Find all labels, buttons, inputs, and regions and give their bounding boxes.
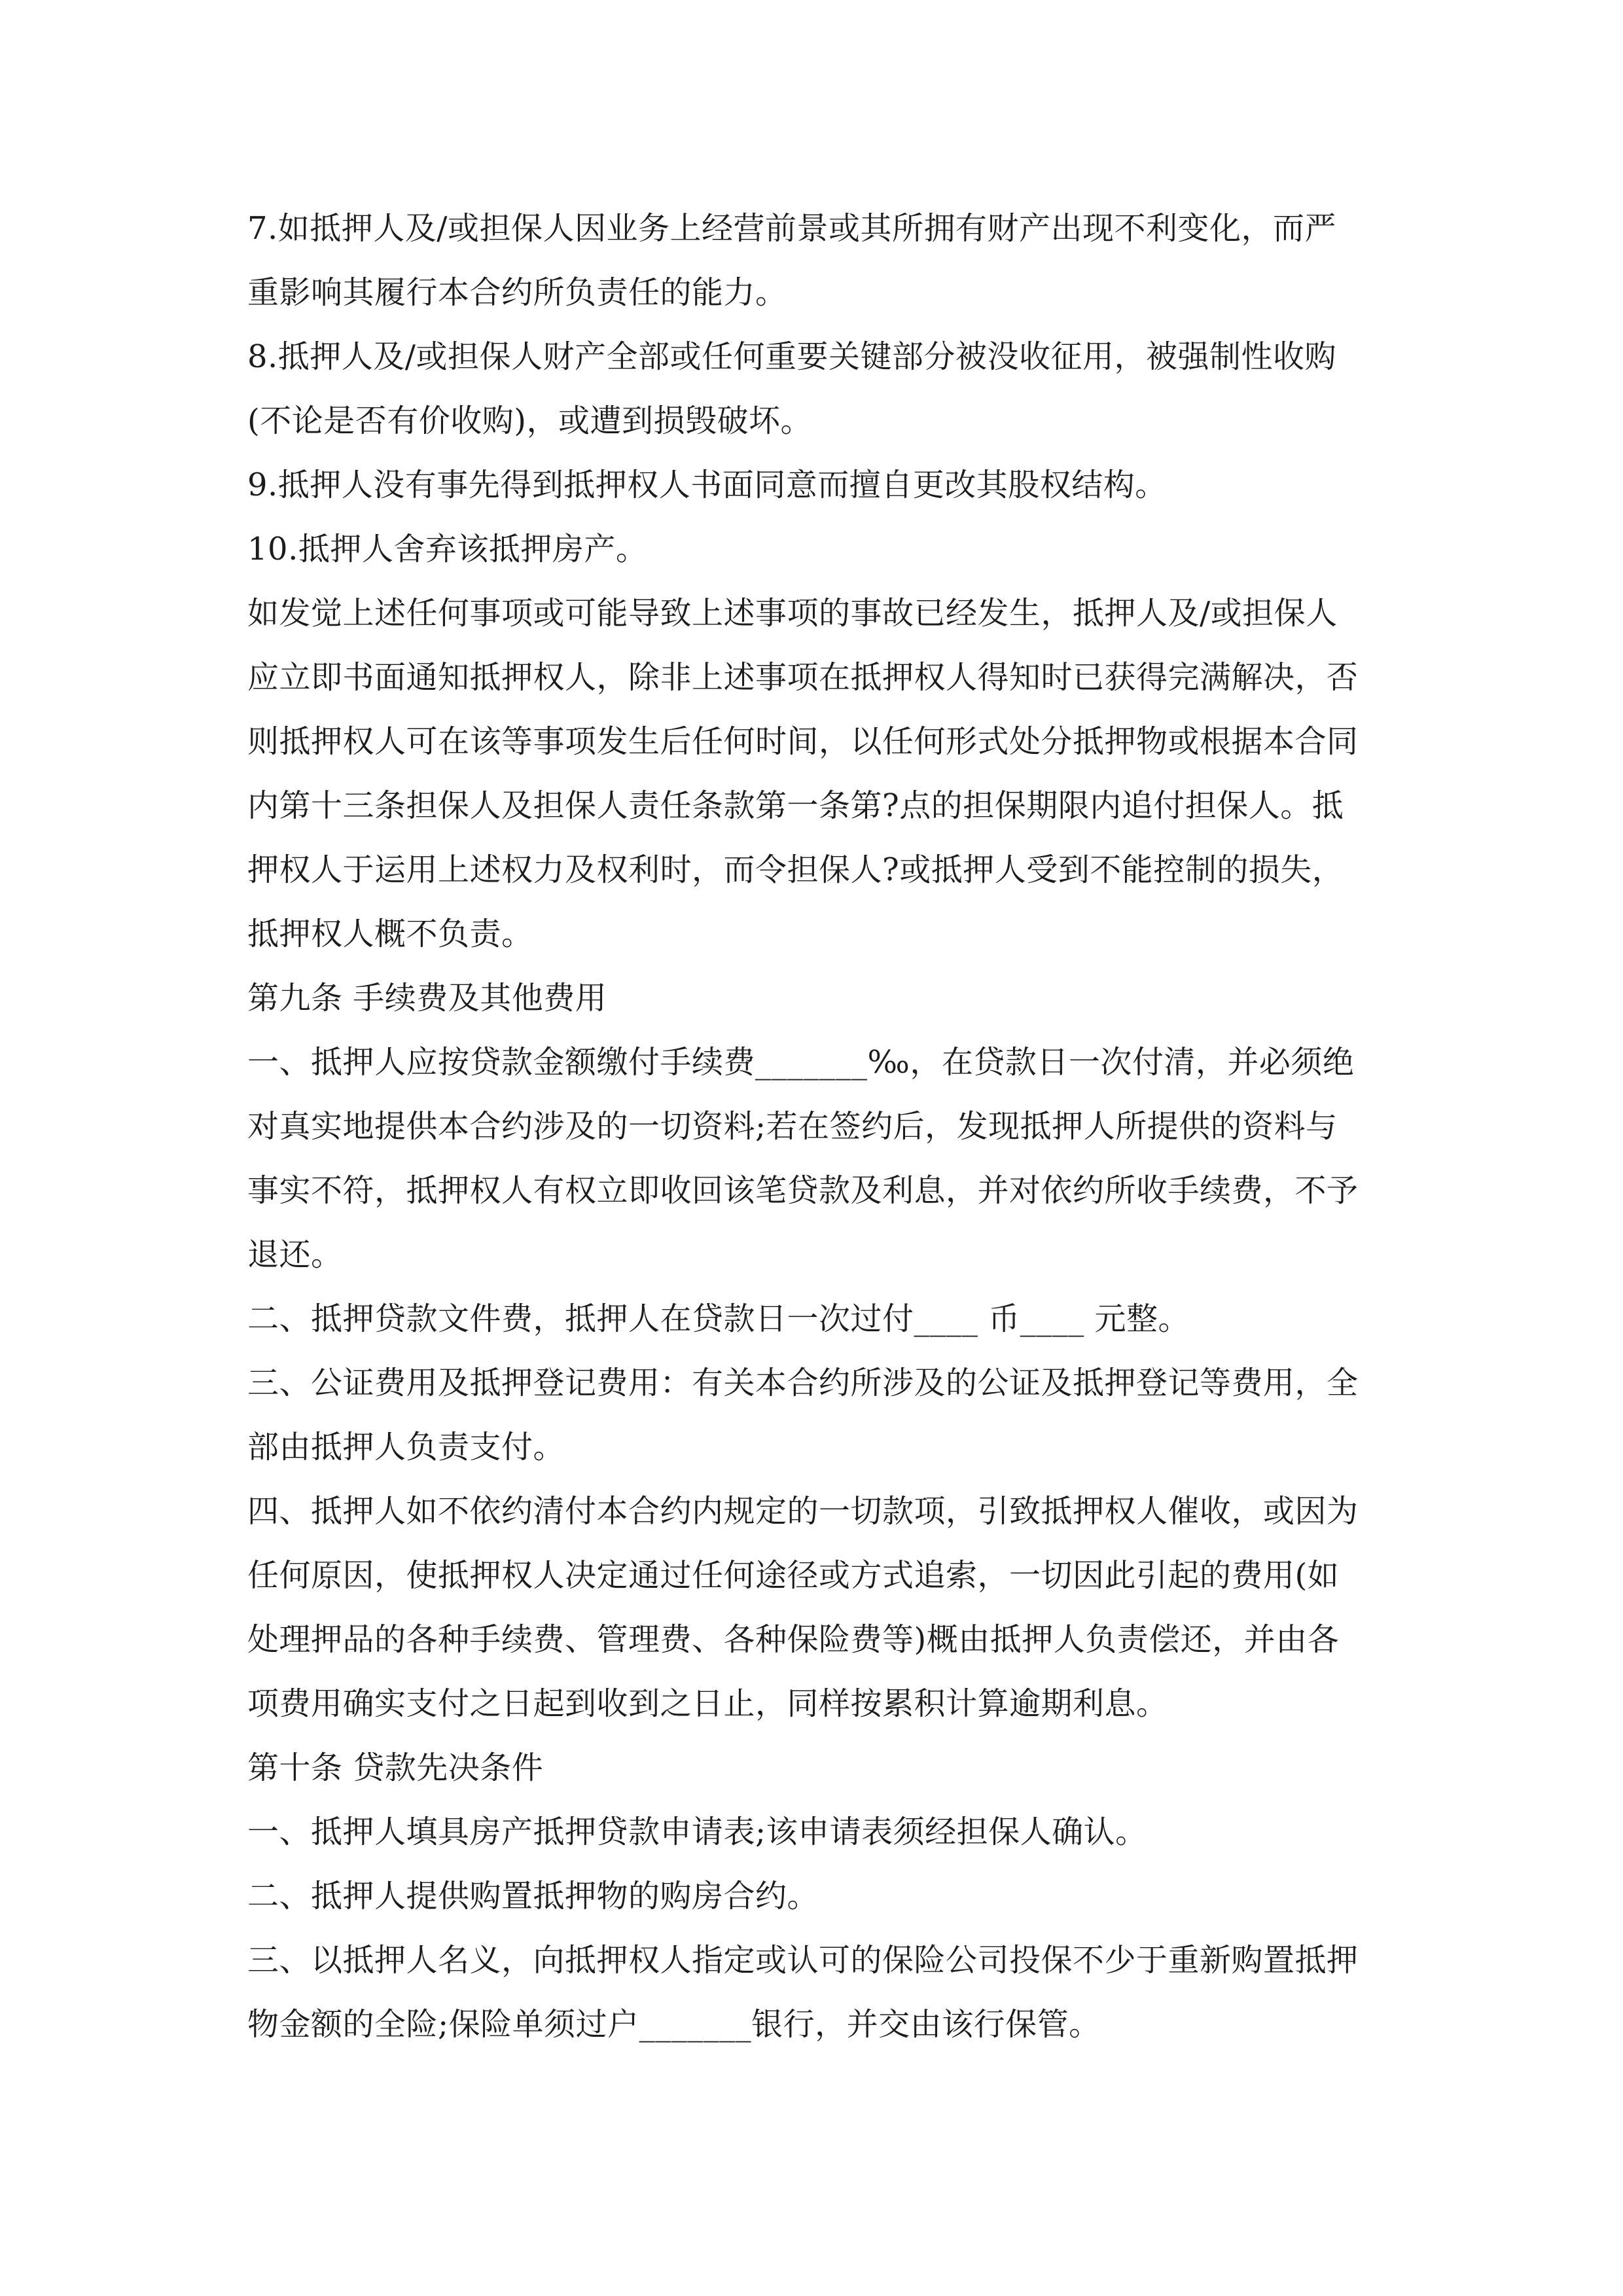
text-line: 10.抵押人舍弃该抵押房产。 — [247, 531, 648, 567]
text-line: 8.抵押人及/或担保人财产全部或任何重要关键部分被没收征用，被强制性收购 — [247, 338, 1336, 375]
text-line: 如发觉上述任何事项或可能导致上述事项的事故已经发生，抵押人及/或担保人 — [247, 595, 1338, 632]
text-line: 处理押品的各种手续费、管理费、各种保险费等)概由抵押人负责偿还，并由各 — [247, 1621, 1340, 1658]
text-line: 物金额的全险;保险单须过户_______银行，并交由该行保管。 — [247, 2006, 1101, 2043]
text-line: 则抵押权人可在该等事项发生后任何时间，以任何形式处分抵押物或根据本合同 — [247, 723, 1359, 760]
text-line: 三、以抵押人名义，向抵押权人指定或认可的保险公司投保不少于重新购置抵押 — [247, 1942, 1359, 1979]
text-line: 抵押权人概不负责。 — [247, 916, 533, 952]
text-line: 项费用确实支付之日起到收到之日止，同样按累积计算逾期利息。 — [247, 1685, 1168, 1722]
text-line: 对真实地提供本合约涉及的一切资料;若在签约后，发现抵押人所提供的资料与 — [247, 1108, 1338, 1145]
text-line: 部由抵押人负责支付。 — [247, 1429, 565, 1465]
text-line: 任何原因，使抵押权人决定通过任何途径或方式追索，一切因此引起的费用(如 — [247, 1557, 1340, 1594]
text-line: (不论是否有价收购)，或遭到损毁破坏。 — [247, 403, 812, 439]
text-line: 一、抵押人应按贷款金额缴付手续费_______‰，在贷款日一次付清，并必须绝 — [247, 1044, 1355, 1081]
text-line: 内第十三条担保人及担保人责任条款第一条第?点的担保期限内追付担保人。抵 — [247, 787, 1344, 824]
text-line: 退还。 — [247, 1236, 343, 1273]
text-line: 二、抵押人提供购置抵押物的购房合约。 — [247, 1878, 819, 1914]
text-line: 押权人于运用上述权力及权利时，而令担保人?或抵押人受到不能控制的损失， — [247, 852, 1344, 888]
text-line: 三、公证费用及抵押登记费用：有关本合约所涉及的公证及抵押登记等费用，全 — [247, 1365, 1359, 1401]
text-line: 事实不符，抵押权人有权立即收回该笔贷款及利息，并对依约所收手续费，不予 — [247, 1172, 1359, 1209]
text-line: 重影响其履行本合约所负责任的能力。 — [247, 274, 787, 311]
text-line: 一、抵押人填具房产抵押贷款申请表;该申请表须经担保人确认。 — [247, 1814, 1147, 1850]
text-line: 9.抵押人没有事先得到抵押权人书面同意而擅自更改其股权结构。 — [247, 467, 1167, 503]
document-body — [247, 196, 1380, 2056]
section-heading-article-10: 第十条 贷款先决条件 — [247, 1749, 544, 1786]
text-line: 四、抵押人如不依约清付本合约内规定的一切款项，引致抵押权人催收，或因为 — [247, 1493, 1359, 1530]
text-line: 7.如抵押人及/或担保人因业务上经营前景或其所拥有财产出现不利变化，而严 — [247, 210, 1336, 247]
text-line: 二、抵押贷款文件费，抵押人在贷款日一次过付____ 币____ 元整。 — [247, 1300, 1190, 1337]
text-line: 应立即书面通知抵押权人，除非上述事项在抵押权人得知时已获得完满解决，否 — [247, 659, 1359, 696]
section-heading-article-9: 第九条 手续费及其他费用 — [247, 980, 607, 1016]
